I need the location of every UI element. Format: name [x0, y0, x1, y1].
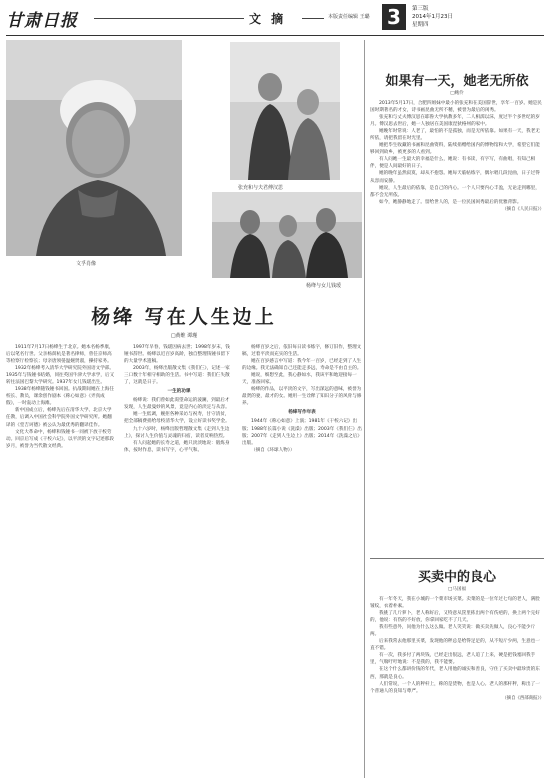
article-subheading: 杨绛写作年表	[288, 410, 316, 416]
sidebar-article-2-body	[370, 596, 544, 776]
couple-photo-caption: 张充和与夫君傅汉思	[238, 185, 284, 191]
article-paragraph: 我挑了几斤萝卜，老人称好后，又特意从筐里拣出两个有伤疤的，换上两个完好的，他说：有伤的不好放，你拿回家吃不了几天。	[370, 611, 540, 624]
article-source: （摘自《人民日报》）	[502, 206, 544, 212]
article-paragraph: 我有些意外，问他为什么这么做。老人笑笑说：做买卖先做人，良心不能少斤两。	[370, 625, 536, 638]
article-paragraph: 杨绛说：我们曾如此渴望命运的波澜，到最后才发现，人生最曼妙的风景，竟是内心的淡定与从容。	[124, 398, 230, 411]
article-paragraph: 张充和与丈夫傅汉思在耶鲁大学执教多年，二人相濡以沫，度过半个多世纪的岁月。傅汉思去世后，她一人独居在美国康涅狄格州的家中。	[370, 115, 540, 128]
article-text-column-1	[6, 344, 116, 776]
portrait-photo	[6, 40, 182, 256]
article-paragraph: 杨绛百岁之后，依旧每日读书练字，修订旧作，整理文稿，过着平淡而充实的生活。	[242, 345, 362, 358]
newspaper-logo: 甘肃日报	[6, 11, 78, 31]
header-rule-left	[94, 18, 244, 19]
issue-date: 2014年1月23日	[412, 14, 453, 20]
article-paragraph: 她晚年时常说：人老了，最怕的不是孤独，而是无所依靠。如果有一天，我老无所依，请把我留在时光里。	[370, 129, 540, 142]
portrait-caption: 文孚肖像	[76, 261, 97, 267]
family-photo-caption: 杨绛与女儿钱瑗	[306, 283, 342, 289]
article-paragraph: 杨绛的作品，以平淡的文字，写出深远的意味，被誉为最贤的妻，最才的女。她用一生诠释了知识分子的风骨与修养。	[242, 387, 362, 407]
page-header	[6, 4, 544, 36]
family-photo	[212, 192, 362, 278]
article-text-column-3	[242, 344, 362, 776]
article-paragraph: 后来我常去他那里买菜，发现他的秤总是给得足足的，从不短斤少两，生意也一直不错。	[370, 639, 540, 652]
article-paragraph: 她一生低调，婉拒各种采访与祝寿，甘守清贫，把全部稿费捐给母校清华大学，设立好读书奖学金。	[124, 412, 230, 425]
sidebar-byline-2: □马国福	[447, 587, 467, 592]
edition-label: 第三版	[412, 6, 429, 12]
section-title: 文 摘	[249, 12, 287, 26]
article-paragraph: 有一年冬天，我在小城的一个菜市场买菜。卖菜的是一位年过七旬的老人，满脸皱纹，衣着朴素。	[370, 597, 540, 610]
article-paragraph: 九十六岁时，杨绛出版哲理散文集《走到人生边上》，探讨人生价值与灵魂的归宿，读者反响热烈。	[124, 426, 230, 439]
editor-credit: 本版责任编辑 王璐	[328, 14, 370, 20]
article-headline: 杨绛 写在人生边上	[91, 306, 277, 328]
article-paragraph: 如今，她静静地走了。留给世人的，是一位民国闺秀最后的优雅背影。	[379, 199, 522, 205]
article-paragraph: 1997年早春，钱瑗因病去世；1998年岁末，钱锺书辞世。杨绛以近百岁高龄，独自整理钱锺书留下的大量学术遗稿。	[124, 345, 230, 365]
article-source: （摘自《西部商报》）	[502, 695, 544, 701]
sidebar-headline-2: 买卖中的良心	[417, 570, 496, 585]
sidebar-articles	[370, 40, 544, 778]
article-paragraph: 1911年7月17日杨绛生于北京。她本名杨季康，后以笔名行世。父亲杨荫杭是著名律师，曾任京师高等检察厅检察长；母亲唐须嫈温婉贤淑，操持家务。	[6, 345, 114, 365]
edition-date-block	[412, 5, 453, 29]
article-paragraph: 2003年，杨绛出版散文集《我们仨》，记述一家三口数十年相守相助的生活。书中写道：我们仨失散了，这就是日子。	[124, 366, 230, 386]
article-paragraph: 文化大革命中，杨绛和钱锺书一同被下放干校劳动。回京后写成《干校六记》，以平淡的文字记述那段岁月，被誉为当代散文经典。	[6, 429, 114, 449]
page-number-badge: 3	[382, 4, 406, 30]
couple-photo	[230, 42, 340, 180]
article-paragraph: 她把毕生收藏的书画和昆曲资料，陆续捐赠给国内的博物馆和大学，希望它们能够回到故乡，被更多的人看到。	[370, 143, 540, 156]
article-paragraph: 1944年《称心如意》上演；1981年《干校六记》出版；1988年长篇小说《洗澡》出版；2003年《我们仨》出版；2007年《走到人生边上》出版；2014年《洗澡之后》出版。	[242, 419, 362, 446]
article-paragraph: 有人问她一生最大的幸福是什么，她说：有书读，有字写，有曲唱，有知己相伴，便是人间最好的日子。	[370, 157, 536, 170]
article-paragraph: 她在百岁感言中写道：我今年一百岁，已经走到了人生的边缘。我无法确知自己还能走多远，寿命是不由自主的。	[242, 359, 362, 372]
article-paragraph: 她的晚年虽然寂寞，却从不抱怨。她每天临帖练字，偶尔唱几段昆曲，日子过得从容而安静。	[370, 171, 540, 184]
article-paragraph: 新中国成立后，杨绛先后在清华大学、北京大学任教，后调入中国社会科学院外国文学研究所。她翻译的《堂吉诃德》被公认为最优秀的翻译佳作。	[6, 408, 112, 428]
article-paragraph: 她说，人生最后的依靠，是自己的内心。一个人只要内心丰盈，无论走到哪里，都不会无所依。	[370, 185, 540, 198]
article-paragraph: 1932年杨绛考入清华大学研究院外国语文学部。1935年与钱锺书结婚，同往英国牛津大学求学，后又转往法国巴黎大学研究。1937年女儿钱瑗出生。	[6, 366, 115, 386]
article-paragraph: 2013年5月17日，合肥四姐妹中最小的张充和在美国辞世，享年一百岁。她是民国时期著名的才女，诗书画昆曲无所不精，被誉为最后的闺秀。	[370, 101, 542, 114]
article-paragraph: 有人问起她的长寿之道，她只淡淡地说：锻炼身体，按时作息，读书写字，心平气和。	[124, 440, 230, 453]
main-article-block	[6, 40, 362, 778]
article-byline: □黄维 谭瑾	[170, 333, 198, 339]
article-subheading: 一生的功课	[167, 389, 191, 395]
header-rule-right	[302, 18, 324, 19]
column-divider	[364, 40, 365, 778]
sidebar-byline-1: □鲍伶	[450, 91, 464, 96]
article-paragraph: 在这个什么都讲价钱的年代，老人用他的诚实和善良，守住了买卖中最珍贵的东西，那就是良心。	[370, 667, 540, 680]
weekday: 星期四	[412, 22, 429, 28]
article-paragraph: 她说，细想至此，我心静如水，我该平和地迎接每一天，准备回家。	[242, 373, 357, 386]
header-divider	[6, 35, 544, 36]
article-source: （摘自《环球人物》）	[251, 447, 295, 453]
sidebar-article-1-body	[370, 100, 544, 548]
article-paragraph: 有一次，我多付了两块钱，已经走出很远，老人追了上来，硬是把钱塞回我手里，气喘吁吁地说：不是我的，我不能要。	[370, 653, 536, 666]
article-paragraph: 1938年杨绛随钱锺书回国。抗战期间她在上海任校长、教员，课余创作剧本《称心如意》《弄真成假》，一时轰动上海滩。	[6, 387, 114, 407]
article-paragraph: 人们常说，一个人的秤杆上，称的是货物，也是人心。老人的那杆秤，称出了一个普通人的良知与尊严。	[370, 681, 540, 694]
sidebar-separator	[370, 558, 544, 559]
article-text-column-2	[124, 344, 234, 776]
sidebar-headline-1: 如果有一天，她老无所依	[385, 74, 529, 89]
